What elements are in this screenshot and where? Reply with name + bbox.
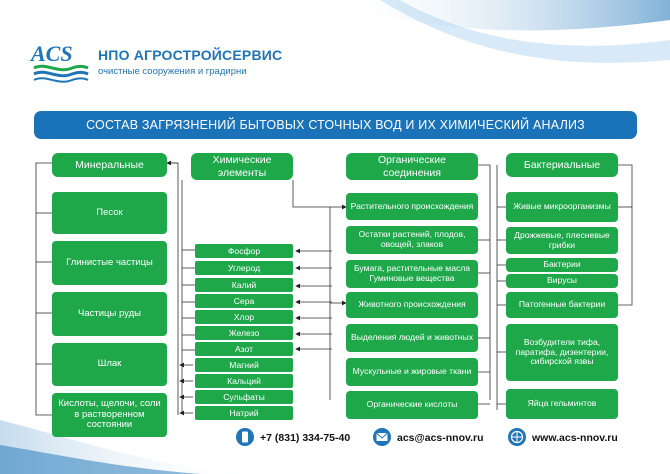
organic-item: Бумага, растительные масла Гуминовые вещества (346, 260, 478, 288)
brand-name: НПО АГРОСТРОЙСЕРВИС (98, 47, 283, 63)
chemical-item: Азот (195, 342, 293, 356)
organic-item: Выделения людей и животных (346, 324, 478, 352)
chemical-item: Натрий (195, 406, 293, 420)
organic-item: Органические кислоты (346, 391, 478, 419)
mineral-item: Частицы руды (52, 292, 167, 336)
contact-phone: +7 (831) 334-75-40 (260, 432, 351, 444)
bacterial-item: Возбудители тифа, паратифа, дизентерии, сибирской язвы (506, 324, 618, 381)
organic-item: Мускульные и жировые ткани (346, 358, 478, 386)
header-bacterial: Бактериальные (506, 153, 618, 177)
mineral-item: Глинистые частицы (52, 241, 167, 285)
chemical-item: Сера (195, 294, 293, 308)
email-icon (373, 428, 391, 446)
organic-animal-origin: Животного происхождения (346, 292, 478, 318)
logo-text: ACS (31, 41, 73, 66)
bacterial-item: Вирусы (506, 274, 618, 288)
chemical-item: Магний (195, 358, 293, 372)
chemical-item: Углерод (195, 261, 293, 275)
chemical-item: Калий (195, 278, 293, 292)
bacterial-live: Живые микроорганизмы (506, 192, 618, 222)
phone-icon (236, 428, 254, 446)
chemical-item: Фосфор (195, 244, 293, 258)
bacterial-item: Яйца гельминтов (506, 389, 618, 419)
header-organic: Органические соединения (346, 153, 478, 180)
chemical-item: Кальций (195, 374, 293, 388)
contact-email: acs@acs-nnov.ru (397, 432, 484, 444)
bacterial-item: Дрожжевые, плесневые грибки (506, 227, 618, 254)
organic-plant-origin: Растительного происхождения (346, 193, 478, 220)
bacterial-item: Бактерии (506, 258, 618, 272)
mineral-item: Кислоты, щелочи, соли в растворенном состоянии (52, 393, 167, 437)
chemical-item: Хлор (195, 310, 293, 324)
chemical-item: Сульфаты (195, 390, 293, 404)
mineral-item: Песок (52, 192, 167, 234)
brand-subtitle: очистные сооружения и градирни (98, 66, 247, 77)
mineral-item: Шлак (52, 343, 167, 386)
organic-item: Остатки растений, плодов, овощей, злаков (346, 226, 478, 254)
header-mineral: Минеральные (52, 153, 167, 177)
globe-icon (508, 428, 526, 446)
contact-web: www.acs-nnov.ru (532, 432, 618, 444)
header-chemical: Химические элементы (191, 153, 293, 180)
page-title: СОСТАВ ЗАГРЯЗНЕНИЙ БЫТОВЫХ СТОЧНЫХ ВОД И ИХ ХИМИЧЕСКИЙ АНАЛИЗ (34, 111, 637, 139)
chemical-item: Железо (195, 326, 293, 340)
bacterial-pathogen: Патогенные бактерии (506, 292, 618, 318)
